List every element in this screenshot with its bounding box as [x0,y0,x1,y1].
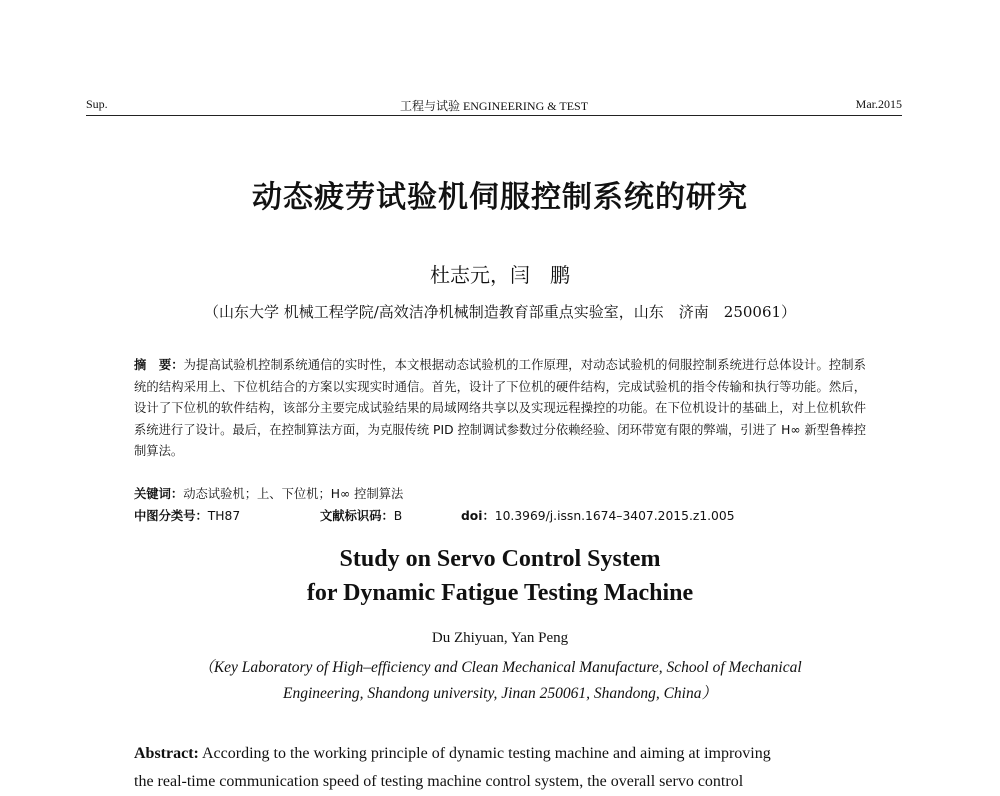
paper-title-cn: 动态疲劳试验机伺服控制系统的研究 [252,180,748,215]
paper-title-en [0,542,1000,610]
authors-cn: 杜志元，闫 鹏 [430,263,570,287]
header-issue: Sup. [86,97,108,111]
header-journal: 工程与试验 ENGINEERING & TEST [399,99,589,113]
clc-value: TH87 [207,509,241,523]
affiliation-en-line1: （Key Laboratory of High–efficiency and Clean Mechanical Manufacture, School of Mechanical [198,659,802,676]
affiliation-en [0,655,1000,707]
abstract-en [134,740,874,768]
abstract-cn [134,355,866,463]
affiliation-cn: （山东大学 机械工程学院/高效洁净机械制造教育部重点实验室，山东 济南 250061） [203,303,797,321]
doi-label: doi： [461,509,495,523]
doi [461,506,735,524]
clc-number [134,506,240,524]
keywords-cn-text: 动态试验机；上、下位机；H∞ 控制算法 [183,487,404,501]
abstract-en-text: According to the working principle of dynamic testing machine and aiming at improving [198,745,771,762]
clc-label: 中图分类号： [134,509,208,523]
doc-code-label: 文献标识码： [320,509,394,523]
affiliation-en-line2: Engineering, Shandong university, Jinan 250061, Shandong, China） [283,685,717,702]
abstract-en-label: Abstract: [134,745,199,762]
authors-en: Du Zhiyuan, Yan Peng [431,630,569,646]
doc-code-value: B [393,509,403,523]
keywords-cn [134,484,866,502]
header-date: Mar.2015 [855,97,902,111]
document-code [320,506,402,524]
paper-title-en-line2: for Dynamic Fatigue Testing Machine [306,580,694,606]
abstract-cn-text: 为提高试验机控制系统通信的实时性，本文根据动态试验机的工作原理，对动态试验机的伺服控制系统进行总体设计。控制系统的结构采用上、下位机结合的方案以实现实时通信。首先，设计了下位机的硬件结构，完成试验机的指令传输和执行等功能。然后，设计了下位机的软件结构，该部分主要完成试验结果的局域网络共享以及实现远程操控的功能。在下位机设计的基础上，对上位机软件系统进行了设计。最后，在控制算法方面，为克服传统 PID 控制调试参数过分依赖经验、闭环带宽有限的弊端，引进了 H∞ 新型鲁棒控制算法。 [134,358,866,459]
running-header [86,97,902,116]
paper-title-en-line1: Study on Servo Control System [339,546,661,572]
classification-row [134,506,866,524]
doi-value: 10.3969/j.issn.1674–3407.2015.z1.005 [494,509,735,523]
abstract-en-cut-line: the real-time communication speed of testing machine control system, the overall servo control [134,773,744,790]
keywords-cn-label: 关键词： [134,487,184,501]
abstract-cn-label: 摘 要： [134,358,184,372]
